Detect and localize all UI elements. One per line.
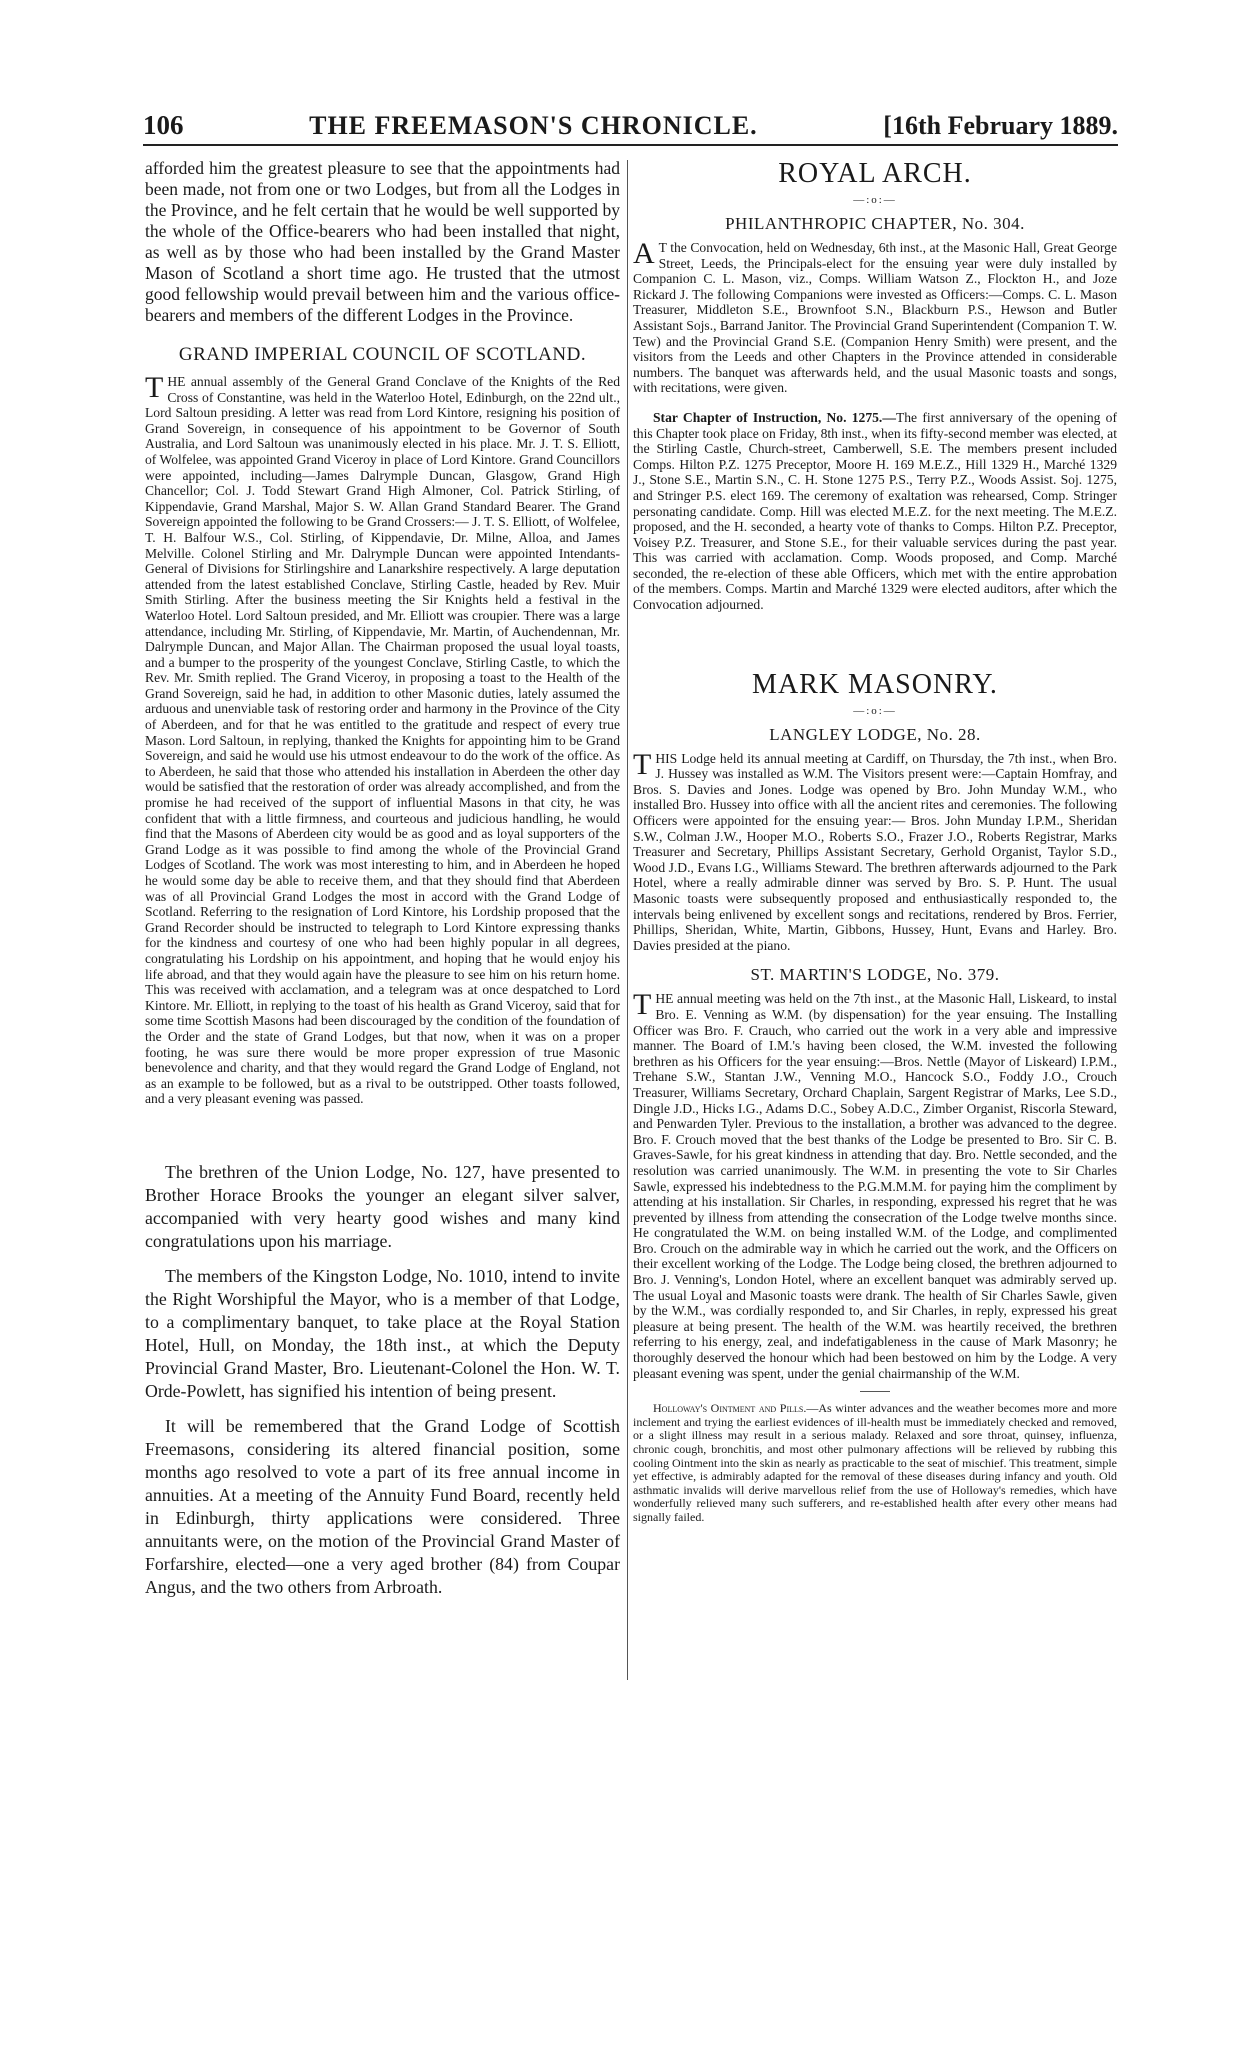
masthead xyxy=(143,110,1118,146)
philanthropic-chapter-report: AT the Convocation, held on Wednesday, 6th inst., at the Masonic Hall, Great George Street, Leeds, the Principals-elect for the ensuing year were duly installed by Companion C. L. Mason, viz., Comps. William Watson Z., Flockton H., and Joze Rickard J. The following Companions were invested as Officers:—Comps. C. L. Mason Treasurer, Middleton S.E., Brownfoot S.N., Blackburn P.S., Hewson and Butler Assistant Sojs., Barrand Janitor. The Provincial Grand Superintendent (Companion T. W. Tew) and the Provincial Grand S.E. (Companion Henry Smith) were present, and the visitors from the Leeds and other Chapters in the Province attended in considerable numbers. The banquet was afterwards held, and the usual Masonic toasts and songs, with recitations, were given. xyxy=(633,237,1117,396)
kingston-lodge-note: The members of the Kingston Lodge, No. 1010, intend to invite the Right Worshipful the Mayor, who is a member of that Lodge, to a complimentary banquet, to take place at the Royal Station Hotel, Hull, on Monday, the 18th inst., at which the Deputy Provincial Grand Master, Bro. Lieutenant-Colonel the Hon. W. T. Orde-Powlett, has signified his intention of being present. xyxy=(145,1265,620,1401)
divider xyxy=(860,1391,890,1392)
right-column xyxy=(633,158,1117,1525)
annuity-fund-note: It will be remembered that the Grand Lodge of Scottish Freemasons, considering its altered financial position, some months ago resolved to vote a part of its free annual income in annuities. At a meeting of the Annuity Fund Board, recently held in Edinburgh, thirty applications were considered. Three annuitants were, on the motion of the Provincial Grand Master of Forfarshire, elected—one a very aged brother (84) from Coupar Angus, and the two others from Arbroath. xyxy=(145,1415,620,1597)
heading-langley-lodge: LANGLEY LODGE, No. 28. xyxy=(769,724,981,744)
ornament: —:o:— xyxy=(853,704,897,717)
page-number: 106 xyxy=(143,110,184,140)
advertisement-heading: Holloway's Ointment and Pills. xyxy=(653,1401,807,1416)
holloway-advertisement xyxy=(633,1402,1117,1524)
continued-paragraph: afforded him the greatest pleasure to see that the appointments had been made, not from one or two Lodges, but from all the Lodges in the Province, and he felt certain that he would be well supported by the whole of the Office-bearers who had been installed that night, as well as by those who had been installed by the Grand Master Mason of Scotland a short time ago. He trusted that the utmost good fellowship would prevail between him and the various office-bearers and members of the different Lodges in the Province. xyxy=(145,158,620,325)
spacer xyxy=(145,1107,620,1161)
left-column xyxy=(145,158,620,1599)
heading-mark-masonry: MARK MASONRY. xyxy=(752,668,998,700)
heading-philanthropic-chapter: PHILANTHROPIC CHAPTER, No. 304. xyxy=(725,214,1025,233)
star-chapter-heading: Star Chapter of Instruction, No. 1275.— xyxy=(653,409,896,425)
star-chapter-report xyxy=(633,410,1117,613)
issue-date: [16th February 1889. xyxy=(883,111,1118,140)
heading-grand-imperial-council: GRAND IMPERIAL COUNCIL OF SCOTLAND. xyxy=(178,344,587,365)
heading-st-martins-lodge: ST. MARTIN'S LODGE, No. 379. xyxy=(750,965,1000,985)
grand-imperial-council-report: THE annual assembly of the General Grand Conclave of the Knights of the Red Cross of Constantine, was held in the Waterloo Hotel, Edinburgh, on the 22nd ult., Lord Saltoun presiding. A letter was read from Lord Kintore, resigning his position of Grand Sovereign, in consequence of his appointment to be Governor of South Australia, and Lord Saltoun was unanimously elected in his place. Mr. J. T. S. Elliott, of Wolfelee, was appointed Grand Viceroy in place of Lord Kintore. Grand Councillors were appointed, including—James Dalrymple Duncan, Glasgow, Grand High Chancellor; Col. J. Todd Stewart Grand High Almoner, Col. Patrick Stirling, of Kippendavie, Grand Marshal, Major S. W. Allan Grand Standard Bearer. The Grand Sovereign appointed the following to be Grand Crossers:— J. T. S. Elliott, of Wolfelee, T. H. Balfour W.S., Col. Stirling, of Kippendavie, Dr. Milne, Alloa, and James Melville. Colonel Stirling and Mr. Dalrymple Duncan were appointed Intendants-General of Divisions for Stirlingshire and Lanarkshire respectively. A large deputation attended from the latest established Conclave, Stirling Castle, headed by Rev. Muir Smith Stirling. After the business meeting the Sir Knights held a festival in the Waterloo Hotel. Lord Saltoun presided, and Mr. Elliott was croupier. There was a large attendance, including Mr. Stirling, of Kippendavie, Mr. Martin, of Auchendennan, Mr. Dalrymple Duncan, and Major Allan. The Chairman proposed the usual loyal toasts, and a bumper to the prosperity of the youngest Conclave, Stirling Castle, to which the Rev. Mr. Smith replied. The Grand Viceroy, in proposing a toast to the Health of the Grand Sovereign, said he had, in addition to other Masonic duties, lately assumed the arduous and unenviable task of restoring order and harmony in the Province of the City of Aberdeen, and for that he was entitled to the gratitude and respect of every true Mason. Lord Saltoun, in replying, thanked the Knights for appointing him to be Grand Sovereign, and said he would use his utmost endeavour to do the work of the office. As to Aberdeen, he said that those who attended his installation in Aberdeen the other day would be satisfied that the restoration of order was already accomplished, and from the promise he had received of the support of influential Masons in that city, he was confident that with a little firmness, and courteous and judicious handling, he would find that the Masons of Aberdeen city would be as good and as loyal supporters of the Grand Lodge as it was possible to find among the whole of the Provincial Grand Lodges of Scotland. The work was most interesting to him, and in Aberdeen he hoped he would some day be able to receive them, and that they should find that Aberdeen was of all Provincial Grand Lodges the most in accord with the Grand Lodge of Scotland. Referring to the resignation of Lord Kintore, his Lordship proposed that the Grand Recorder should be instructed to telegraph to Lord Kintore expressing thanks for the kindness and courtesy of one who had been highly popular in all degrees, congratulating his Lordship on his appointment, and hoping that he would enjoy his life abroad, and that they would again have the pleasure to see him on his return home. This was received with acclamation, and a telegram was at once despatched to Lord Kintore. Mr. Elliott, in replying to the toast of his health as Grand Viceroy, said that for some time Scottish Masons had been discouraged by the condition of the foundation of the Order and the state of Grand Lodges, but that now, when it was on a proper footing, he was sure there would be more proper expression of true Masonic benevolence and charity, and that they would regard the Grand Lodge of England, not as an example to be followed, but as a rival to be outstripped. Other toasts followed, and a very pleasant evening was passed. xyxy=(145,371,620,1107)
column-rule xyxy=(627,160,628,1680)
langley-lodge-report: THIS Lodge held its annual meeting at Cardiff, on Thursday, the 7th inst., when Bro. J. Hussey was installed as W.M. The Visitors present were:—Captain Homfray, and Bros. S. Davies and Jones. Lodge was opened by Bro. John Munday W.M., who installed Bro. Hussey into office with all the ancient rites and ceremonies. The following Officers were appointed for the ensuing year:— Bros. John Munday I.P.M., Sheridan S.W., Colman J.W., Hooper M.O., Roberts S.O., Frazer J.O., Roberts Registrar, Marks Treasurer and Secretary, Phillips Assistant Secretary, Gerhold Organist, Taylor S.D., Wood J.D., Evans I.G., Williams Steward. The brethren afterwards adjourned to the Park Hotel, where a really admirable dinner was served by Bro. S. P. Hunt. The usual Masonic toasts were subsequently proposed and enthusiastically responded to, the intervals being enlivened by excellent songs and recitations, rendered by Bros. Ferrier, Phillips, Sheridan, White, Martin, Gibbons, Hussey, Hunt, Evans and Harley. Bro. Davies presided at the piano. xyxy=(633,747,1117,953)
advertisement-text: —As winter advances and the weather becomes more and more inclement and trying the earliest evidences of ill-health must be immediately checked and removed, or a slight illness may result in a serious malady. Relaxed and sore throat, quinsey, influenza, chronic cough, bronchitis, and most other pulmonary affections will be relieved by rubbing this cooling Ointment into the skin as nearly as practicable to the seat of mischief. This treatment, simple yet effective, is admirably adapted for the removal of these diseases during infancy and youth. Old asthmatic invalids will derive marvellous relief from the use of Holloway's remedies, which have wonderfully relieved many such sufferers, and re-established health after every other means had signally failed. xyxy=(633,1401,1117,1524)
star-chapter-text: The first anniversary of the opening of this Chapter took place on Friday, 8th inst., when its fifty-second member was elected, at the Stirling Castle, Church-street, Camberwell, S.E. The members present included Comps. Hilton P.Z. 1275 Preceptor, Moore H. 169 M.E.Z., Hill 1329 H., Marché 1329 J., Stone S.E., Martin S.N., C. H. Stone 1275 P.S., Terry P.Z., Woods Assist. Soj. 1275, and Stringer P.S. elect 169. The ceremony of exaltation was rehearsed, Comp. Stringer personating candidate. Comp. Hill was elected M.E.Z. for the next meeting. The M.E.Z. proposed, and the H. seconded, a hearty vote of thanks to Comps. Hilton P.Z. Preceptor, Voisey P.Z. Treasurer, and Stone S.E., for their valuable services during the past year. This was carried with acclamation. Comp. Woods proposed, and Comp. Marché seconded, the re-election of these able Officers, which met with the entire approbation of the members. Comps. Martin and Marché 1329 were elected auditors, after which the Convocation adjourned. xyxy=(633,409,1117,613)
st-martins-lodge-report: THE annual meeting was held on the 7th inst., at the Masonic Hall, Liskeard, to instal Bro. E. Venning as W.M. (by dispensation) for the year ensuing. The Installing Officer was Bro. F. Crauch, who carried out the work in a very able and impressive manner. The Board of I.M.'s having been closed, the W.M. invested the following brethren as his Officers for the year ensuing:—Bros. Nettle (Mayor of Liskeard) I.P.M., Trehane S.W., Stantan J.W., Venning M.O., Hancock S.O., Foddy J.O., Crouch Treasurer, Williams Secretary, Orchard Chaplain, Sargent Registrar of Marks, Lee S.D., Dingle J.D., Hicks I.G., Adams D.C., Sobey A.D.C., Zimber Organist, Riscorla Steward, and Penwarden Tyler. Previous to the installation, a brother was advanced to the degree. Bro. F. Crouch moved that the best thanks of the Lodge be presented to Bro. Sir C. B. Graves-Sawle, for his great kindness in attending that day. Bro. Nettle seconded, and the resolution was carried unanimously. The W.M. in presenting the vote to Sir Charles Sawle, expressed his indebtedness to the P.G.M.M.M. for paying him the compliment by attending at his installation. Sir Charles, in responding, expressed his regret that he was prevented by illness from attending the consecration of the Lodge twelve months since. He congratulated the W.M. on being installed W.M. of the Lodge, and complimented Bro. Crouch on the admirable way in which he carried out the work, and the Officers on their excellent working of the Lodge. The Lodge being closed, the brethren adjourned to Bro. J. Venning's, London Hotel, where an excellent banquet was admirably served up. The usual Loyal and Masonic toasts were drank. The health of Sir Charles Sawle, given by the W.M., was cordially responded to, and Sir Charles, in reply, expressed his great pleasure at being present. The health of the W.M. was heartily received, the brethren referring to his energy, zeal, and indefatigableness in the cause of Mark Masonry; he thoroughly deserved the honour which had been bestowed on him by the Lodge. A very pleasant evening was spent, under the genial chairmanship of the W.M. xyxy=(633,988,1117,1381)
publication-title: THE FREEMASON'S CHRONICLE. xyxy=(309,111,758,140)
heading-royal-arch: ROYAL ARCH. xyxy=(778,158,972,189)
ornament: —:o:— xyxy=(853,194,897,206)
union-lodge-note: The brethren of the Union Lodge, No. 127, have presented to Brother Horace Brooks the younger an elegant silver salver, accompanied with very hearty good wishes and many kind congratulations upon his marriage. xyxy=(145,1161,620,1251)
